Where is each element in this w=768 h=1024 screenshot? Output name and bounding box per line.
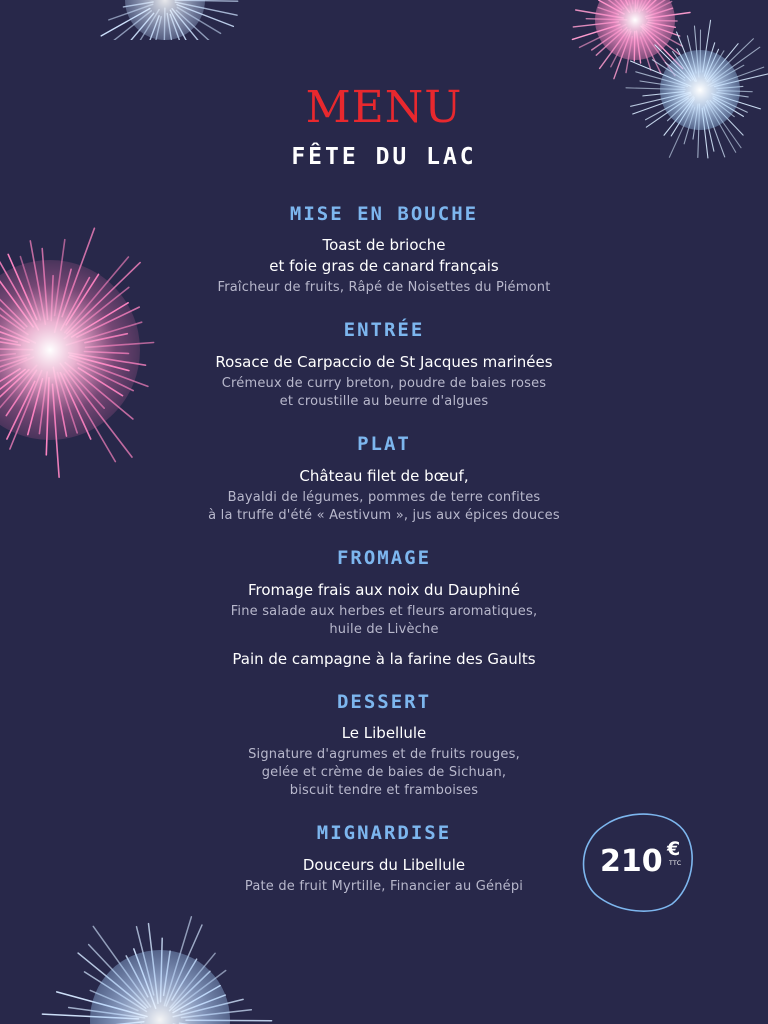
firework-ray [634,32,635,62]
firework-ray [167,14,172,41]
firework-ray [93,926,150,1006]
firework-ray [648,22,675,27]
section-title-plat: PLAT [357,433,411,455]
firework-ray [170,971,210,1010]
firework-ray [89,945,148,1008]
firework-ray [655,45,691,81]
firework-ray [646,0,670,9]
firework-ray [124,13,154,40]
firework-ray [642,30,675,76]
firework-ray [123,2,153,7]
firework-ray [599,0,624,14]
firework-ray [107,11,151,40]
firework-ray [181,1010,251,1018]
firework-ray [647,13,690,19]
dish-name: et foie gras de canard français [269,257,499,275]
firework-ray [572,25,620,40]
firework-ray [642,0,658,10]
firework-ray [164,917,191,1006]
firework-ray [177,5,233,27]
firework-ray [580,25,626,48]
firework-ray [703,20,711,72]
dish-name: Toast de brioche [322,236,446,254]
firework-ray [172,959,197,1000]
firework-ray [641,26,683,69]
firework-ray [611,29,631,67]
firework-ray [90,990,138,1010]
firework-ray [176,10,217,40]
firework-ray [586,19,627,20]
firework-ray [126,956,148,997]
firework-ray [149,924,159,1004]
firework-ray [677,32,697,81]
firework-ray [598,8,618,15]
firework-ray [650,2,672,13]
firework-ray [161,938,163,1002]
firework-ray [705,49,718,78]
firework-ray [649,20,678,21]
firework-ray [643,24,683,46]
dish-description: et croustille au beurre d'algues [279,394,489,409]
firework-ray [706,51,724,80]
menu-subtitle: FÊTE DU LAC [291,144,477,170]
firework-ray [149,16,160,40]
firework-ray [673,52,693,80]
firework-ray [614,31,631,78]
firework-ray [173,971,226,1011]
dish-description: Crémeux de curry breton, poudre de baies roses [221,376,547,391]
firework-ray [687,36,696,73]
firework-ray [600,30,628,69]
firework-ray [635,0,636,12]
firework-ray [707,44,738,82]
firework-ray [86,343,154,348]
section-title-fromage: FROMAGE [336,547,432,569]
firework-ray [85,972,147,1012]
dish-description: biscuit tendre et framboises [289,783,479,798]
firework-ray [616,0,628,5]
dish-name: Pain de campagne à la farine des Gaults [232,650,536,668]
firework-ray [640,37,650,70]
firework-ray [134,949,156,1008]
dish-description: à la truffe d'été « Aestivum », jus aux épices douces [208,508,560,523]
firework-white-bottom-icon [20,900,300,1024]
price-badge [580,808,696,912]
firework-ray [626,37,632,73]
firework-ray [69,1008,145,1018]
firework-ray [78,953,146,1008]
dish-description: Fraîcheur de fruits, Râpé de Noisettes du Piémont [217,280,551,295]
firework-ray [596,28,626,56]
firework-ray [175,2,237,15]
firework-ray [641,32,661,73]
price-tax-label: TTC [669,860,682,867]
section-title-mignardise: MIGNARDISE [316,822,452,844]
firework-ray [0,348,33,350]
firework-ray [627,0,633,4]
firework-ray [639,0,659,12]
firework-ray [638,0,650,11]
dish-name: Château filet de bœuf, [299,467,469,485]
dish-name: Douceurs du Libellule [302,856,466,874]
firework-ray [708,39,753,82]
dish-description: Bayaldi de légumes, pommes de terre confites [227,490,541,505]
firework-ray [170,953,215,1007]
firework-ray [166,925,202,1006]
firework-ray [712,47,759,81]
firework-ray [164,8,165,40]
dish-description: gelée et crème de baies de Sichuan, [261,765,507,780]
firework-ray [175,0,238,1]
firework-ray [646,24,679,36]
firework-ray [665,63,684,78]
firework-ray [652,60,685,81]
dish-description: Fine salade aux herbes et fleurs aromatiques, [230,604,538,619]
price-currency: € [667,838,681,860]
dish-description: Pate de fruit Myrtille, Financier au Génépi [244,879,524,894]
firework-ray [170,14,185,40]
firework-ray [592,29,622,50]
firework-ray [173,986,220,1013]
firework-ray [186,1020,272,1021]
firework-ray [173,999,243,1016]
firework-ray [42,1014,138,1019]
firework-ray [164,951,171,995]
firework-ray [623,0,633,12]
firework-ray [57,992,147,1017]
price-amount: 210 [600,844,663,879]
section-title-mise-en-bouche: MISE EN BOUCHE [289,203,479,225]
section-title-entree: ENTRÉE [343,319,425,341]
firework-ray [643,26,680,55]
firework-ray [137,927,154,995]
firework-ray [588,0,624,9]
firework-ray [646,8,673,17]
firework-ray [576,10,624,18]
firework-ray [152,17,161,40]
firework-top-icon [80,0,250,40]
firework-ray [172,9,209,40]
dish-name: Rosace de Carpaccio de St Jacques marinées [215,353,553,371]
firework-ray [637,0,643,9]
menu-title: MENU [305,82,463,133]
firework-ray [130,10,159,40]
firework-ray [109,4,153,20]
firework-ray [101,9,150,36]
dish-name: Fromage frais aux noix du Dauphiné [247,581,521,599]
firework-ray [677,49,695,82]
firework-ray [599,0,629,12]
firework-ray [573,22,618,27]
firework-ray [181,995,225,1012]
firework-ray [694,26,698,77]
firework-ray [704,43,714,76]
firework-ray [177,7,220,33]
firework-pink-top-right-icon [560,0,710,80]
dish-name: Le Libellule [341,724,427,742]
firework-ray [170,10,189,40]
firework-ray [590,0,622,10]
section-title-dessert: DESSERT [336,691,432,713]
dish-description: huile de Livèche [329,622,439,637]
firework-ray [647,0,674,12]
dish-description: Signature d'agrumes et de fruits rouges, [248,747,520,762]
firework-ray [637,31,641,63]
